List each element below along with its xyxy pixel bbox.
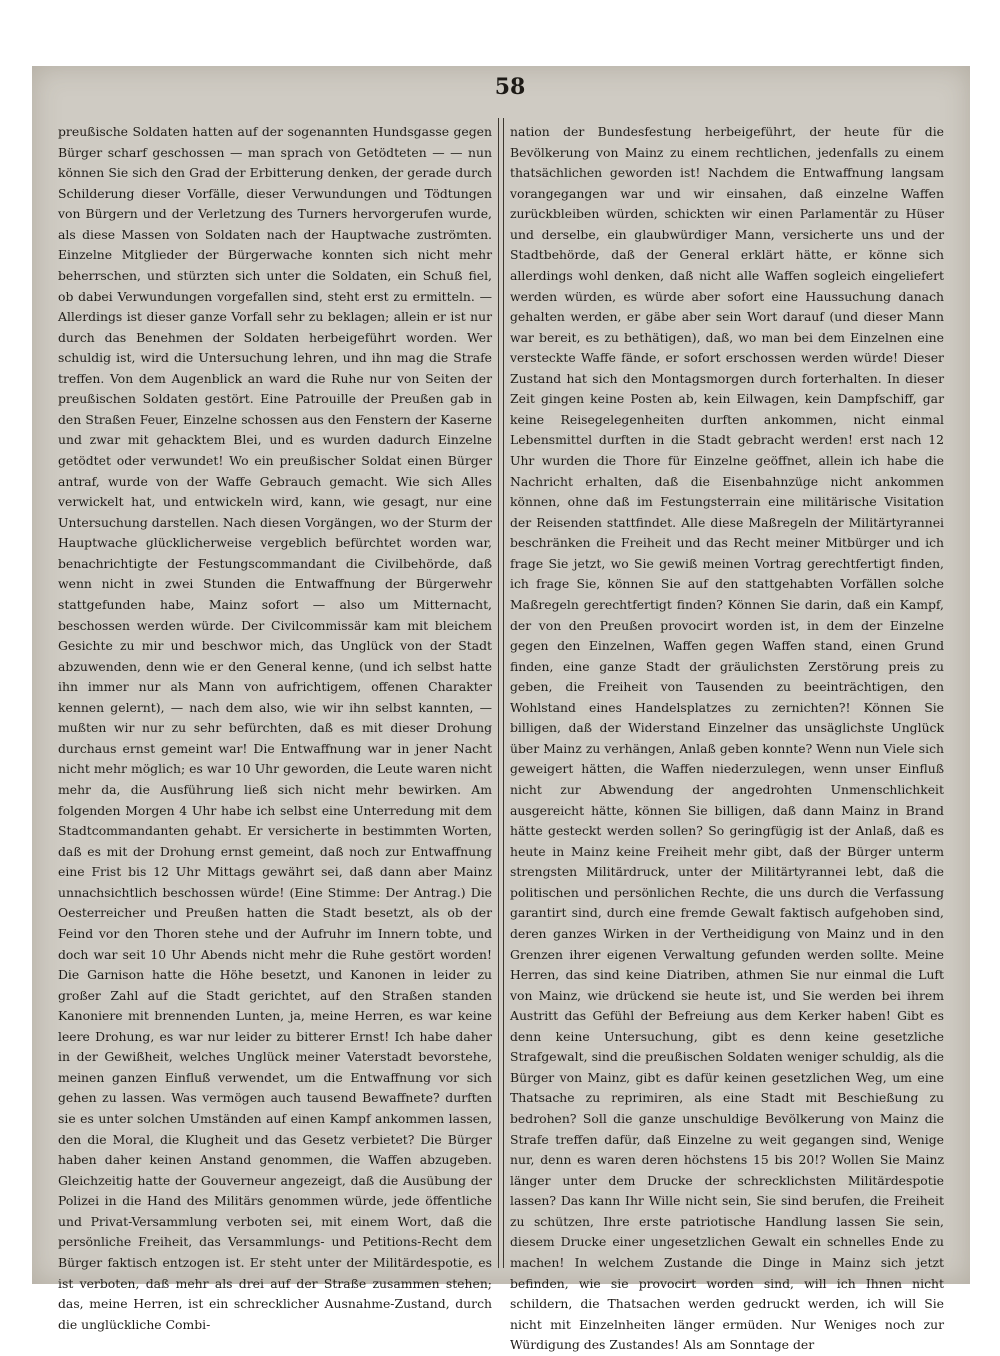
right-text-column [510,122,944,1353]
left-text-column [58,122,492,1332]
page-number: 58 [494,74,526,100]
column-divider [498,118,504,1268]
right-column-text: nation der Bundesfestung herbeigeführt, der heute für die Bevölkerung von Mainz zu einem rechtlichen, jedenfalls zu einem thatsächlichen geworden ist! Nachdem die Entwaffnung langsam vorangegangen war und wir einsahen, daß einzelne Waffen zurückbleiben würden, schickten wir einen Parlamentär zu Hüser und derselbe, ein glaubwürdiger Mann, versicherte uns und der Stadtbehörde, daß der General erklärt hätte, er könne sich allerdings wohl denken, daß nicht alle Waffen sogleich eingeliefert werden würden, es würde aber sofort eine Haussuchung danach gehalten werden, er gäbe aber sein Wort darauf (und dieser Mann war bereit, es zu bethätigen), daß, wo man bei dem Einzelnen eine versteckte Waffe fände, er sofort erschossen werden würde! Dieser Zustand hat sich den Montagsmorgen durch forterhalten. In dieser Zeit gingen keine Posten ab, kein Eilwagen, kein Dampfschiff, gar keine Reisegelegenheiten durften ankommen, nicht einmal Lebensmittel durften in die Stadt gebracht werden! erst nach 12 Uhr wurden die Thore für Einzelne geöffnet, allein ich habe die Nachricht erhalten, daß die Eisenbahnzüge nicht ankommen können, ohne daß im Festungsterrain eine militärische Visitation der Reisenden stattfindet. Alle diese Maßregeln der Militärtyrannei beschränken die Freiheit und das Recht meiner Mitbürger und ich frage Sie jetzt, wo Sie gewiß meinen Vortrag gerechtfertigt finden, ich frage Sie, können Sie auf den stattgehabten Vorfällen solche Maßregeln gerechtfertigt finden? Können Sie darin, daß ein Kampf, der von den Preußen provocirt worden ist, in dem der Einzelne gegen den Einzelnen, Waffen gegen Waffen stand, einen Grund finden, eine ganze Stadt der gräulichsten Zerstörung preis zu geben, die Freiheit von Tausenden zu beeinträchtigen, den Wohlstand eines Handelsplatzes zu zernichten?! Können Sie billigen, daß der Widerstand Einzelner das unsäglichste Unglück über Mainz zu verhängen, Anlaß geben konnte? Wenn nun Viele sich geweigert hätten, die Waffen niederzulegen, wenn unser Einfluß nicht zur Abwendung der angedrohten Unmenschlichkeit ausgereicht hätte, können Sie billigen, daß dann Mainz in Brand hätte gesteckt werden sollen? So geringfügig ist der Anlaß, daß es heute in Mainz keine Freiheit mehr gibt, daß der Bürger unterm strengsten Militärdruck, unter der Militärtyrannei lebt, daß die politischen und persönlichen Rechte, die uns durch die Verfassung garantirt sind, durch eine fremde Gewalt faktisch aufgehoben sind, deren ganzes Wirken in der Vertheidigung von Mainz und in den Grenzen ihrer eigenen Verwaltung gefunden werden sollte. Meine Herren, das sind keine Diatriben, athmen Sie nur einmal die Luft von Mainz, wie drückend sie heute ist, und Sie werden bei ihrem Austritt das Gefühl der Befreiung aus dem Kerker haben! Gibt es denn keine Untersuchung, gibt es denn keine gesetzliche Strafgewalt, sind die preußischen Soldaten weniger schuldig, als die Bürger von Mainz, gibt es dafür keinen gesetzlichen Weg, um eine Thatsache zu reprimiren, als eine Stadt mit Beschießung zu bedrohen? Soll die ganze unschuldige Bevölkerung von Mainz die Strafe treffen dafür, daß Einzelne zu weit gegangen sind, Wenige nur, denn es waren deren höchstens 15 bis 20!? Wollen Sie Mainz länger unter dem Drucke der schrecklichsten Militärdespotie lassen? Das kann Ihr Wille nicht sein, Sie sind berufen, die Freiheit zu schützen, Ihre erste patriotische Handlung lassen Sie sein, diesem Drucke einer ungesetzlichen Gewalt ein schnelles Ende zu machen! In welchem Zustande die Dinge in Mainz sich jetzt befinden, wie sie provocirt worden sind, will ich Ihnen nicht schildern, die Thatsachen werden gedruckt werden, ich will Sie nicht mit Einzelnheiten länger ermüden. Nur Weniges noch zur Würdigung des Zustandes! Als am Sonntage der [510,124,944,1353]
left-column-text: preußische Soldaten hatten auf der sogenannten Hundsgasse gegen Bürger scharf geschossen — man sprach von Getödteten — — nun können Sie sich den Grad der Erbitterung denken, der gerade durch Schilderung dieser Vorfälle, dieser Verwundungen und Tödtungen von Bürgern und der Verletzung des Turners hervorgerufen wurde, als diese Massen von Soldaten nach der Hauptwache zuströmten. Einzelne Mitglieder der Bürgerwache konnten sich nicht mehr beherrschen, und stürzten sich unter die Soldaten, ein Schuß fiel, ob dabei Verwundungen vorgefallen sind, steht erst zu ermitteln. — Allerdings ist dieser ganze Vorfall sehr zu beklagen; allein er ist nur durch das Benehmen der Soldaten herbeigeführt worden. Wer schuldig ist, wird die Untersuchung lehren, und ihn mag die Strafe treffen. Von dem Augenblick an ward die Ruhe nur von Seiten der preußischen Soldaten gestört. Eine Patrouille der Preußen gab in den Straßen Feuer, Einzelne schossen aus den Fenstern der Kaserne und zwar mit gehacktem Blei, und es wurden dadurch Einzelne getödtet oder verwundet! Wo ein preußischer Soldat einen Bürger antraf, wurde von der Waffe Gebrauch gemacht. Wie sich Alles verwickelt hat, und entwickeln wird, kann, wie gesagt, nur eine Untersuchung darstellen. Nach diesen Vorgängen, wo der Sturm der Hauptwache glücklicherweise vergeblich befürchtet worden war, benachrichtigte der Festungscommandant die Civilbehörde, daß wenn nicht in zwei Stunden die Entwaffnung der Bürgerwehr stattgefunden habe, Mainz sofort — also um Mitternacht, beschossen werden würde. Der Civilcommissär kam mit bleichem Gesichte zu mir und beschwor mich, das Unglück von der Stadt abzuwenden, denn wie er den General kenne, (und ich selbst hatte ihn immer nur als Mann von aufrichtigem, offenen Charakter kennen gelernt), — nach dem also, wie wir ihn selbst kannten, — mußten wir nur zu sehr befürchten, daß es mit dieser Drohung durchaus ernst gemeint war! Die Entwaffnung war in jener Nacht nicht mehr möglich; es war 10 Uhr geworden, die Leute waren nicht mehr da, die Ausführung ließ sich nicht mehr bewirken. Am folgenden Morgen 4 Uhr habe ich selbst eine Unterredung mit dem Stadtcommandanten gehabt. Er versicherte in bestimmten Worten, daß es mit der Drohung ernst gemeint, daß noch zur Entwaffnung eine Frist bis 12 Uhr Mittags gewährt sei, daß dann aber Mainz unnachsichtlich beschossen würde! (Eine Stimme: Der Antrag.) Die Oesterreicher und Preußen hatten die Stadt besetzt, als ob der Feind vor den Thoren stehe und der Aufruhr im Innern tobte, und doch war seit 10 Uhr Abends nicht mehr die Ruhe gestört worden! Die Garnison hatte die Höhe besetzt, und Kanonen in leider zu großer Zahl auf die Stadt gerichtet, auf den Straßen standen Kanoniere mit brennenden Lunten, ja, meine Herren, es war keine leere Drohung, es war nur leider zu bitterer Ernst! Ich habe daher in der Gewißheit, welches Unglück meiner Vaterstadt bevorstehe, meinen ganzen Einfluß verwendet, um die Entwaffnung vor sich gehen zu lassen. Was vermögen auch tausend Bewaffnete? durften sie es unter solchen Umständen auf einen Kampf ankommen lassen, den die Moral, die Klugheit und das Gesetz verbietet? Die Bürger haben daher keinen Anstand genommen, die Waffen abzugeben. Gleichzeitig hatte der Gouverneur angezeigt, daß die Ausübung der Polizei in die Hand des Militärs genommen würde, jede öffentliche und Privat-Versammlung verboten sei, mit einem Wort, daß die persönliche Freiheit, das Versammlungs- und Petitions-Recht dem Bürger faktisch entzogen ist. Er steht unter der Militärdespotie, es ist verboten, daß mehr als drei auf der Straße zusammen stehen; das, meine Herren, ist ein schrecklicher Ausnahme-Zustand, durch die unglückliche Combi- [58,124,492,1332]
